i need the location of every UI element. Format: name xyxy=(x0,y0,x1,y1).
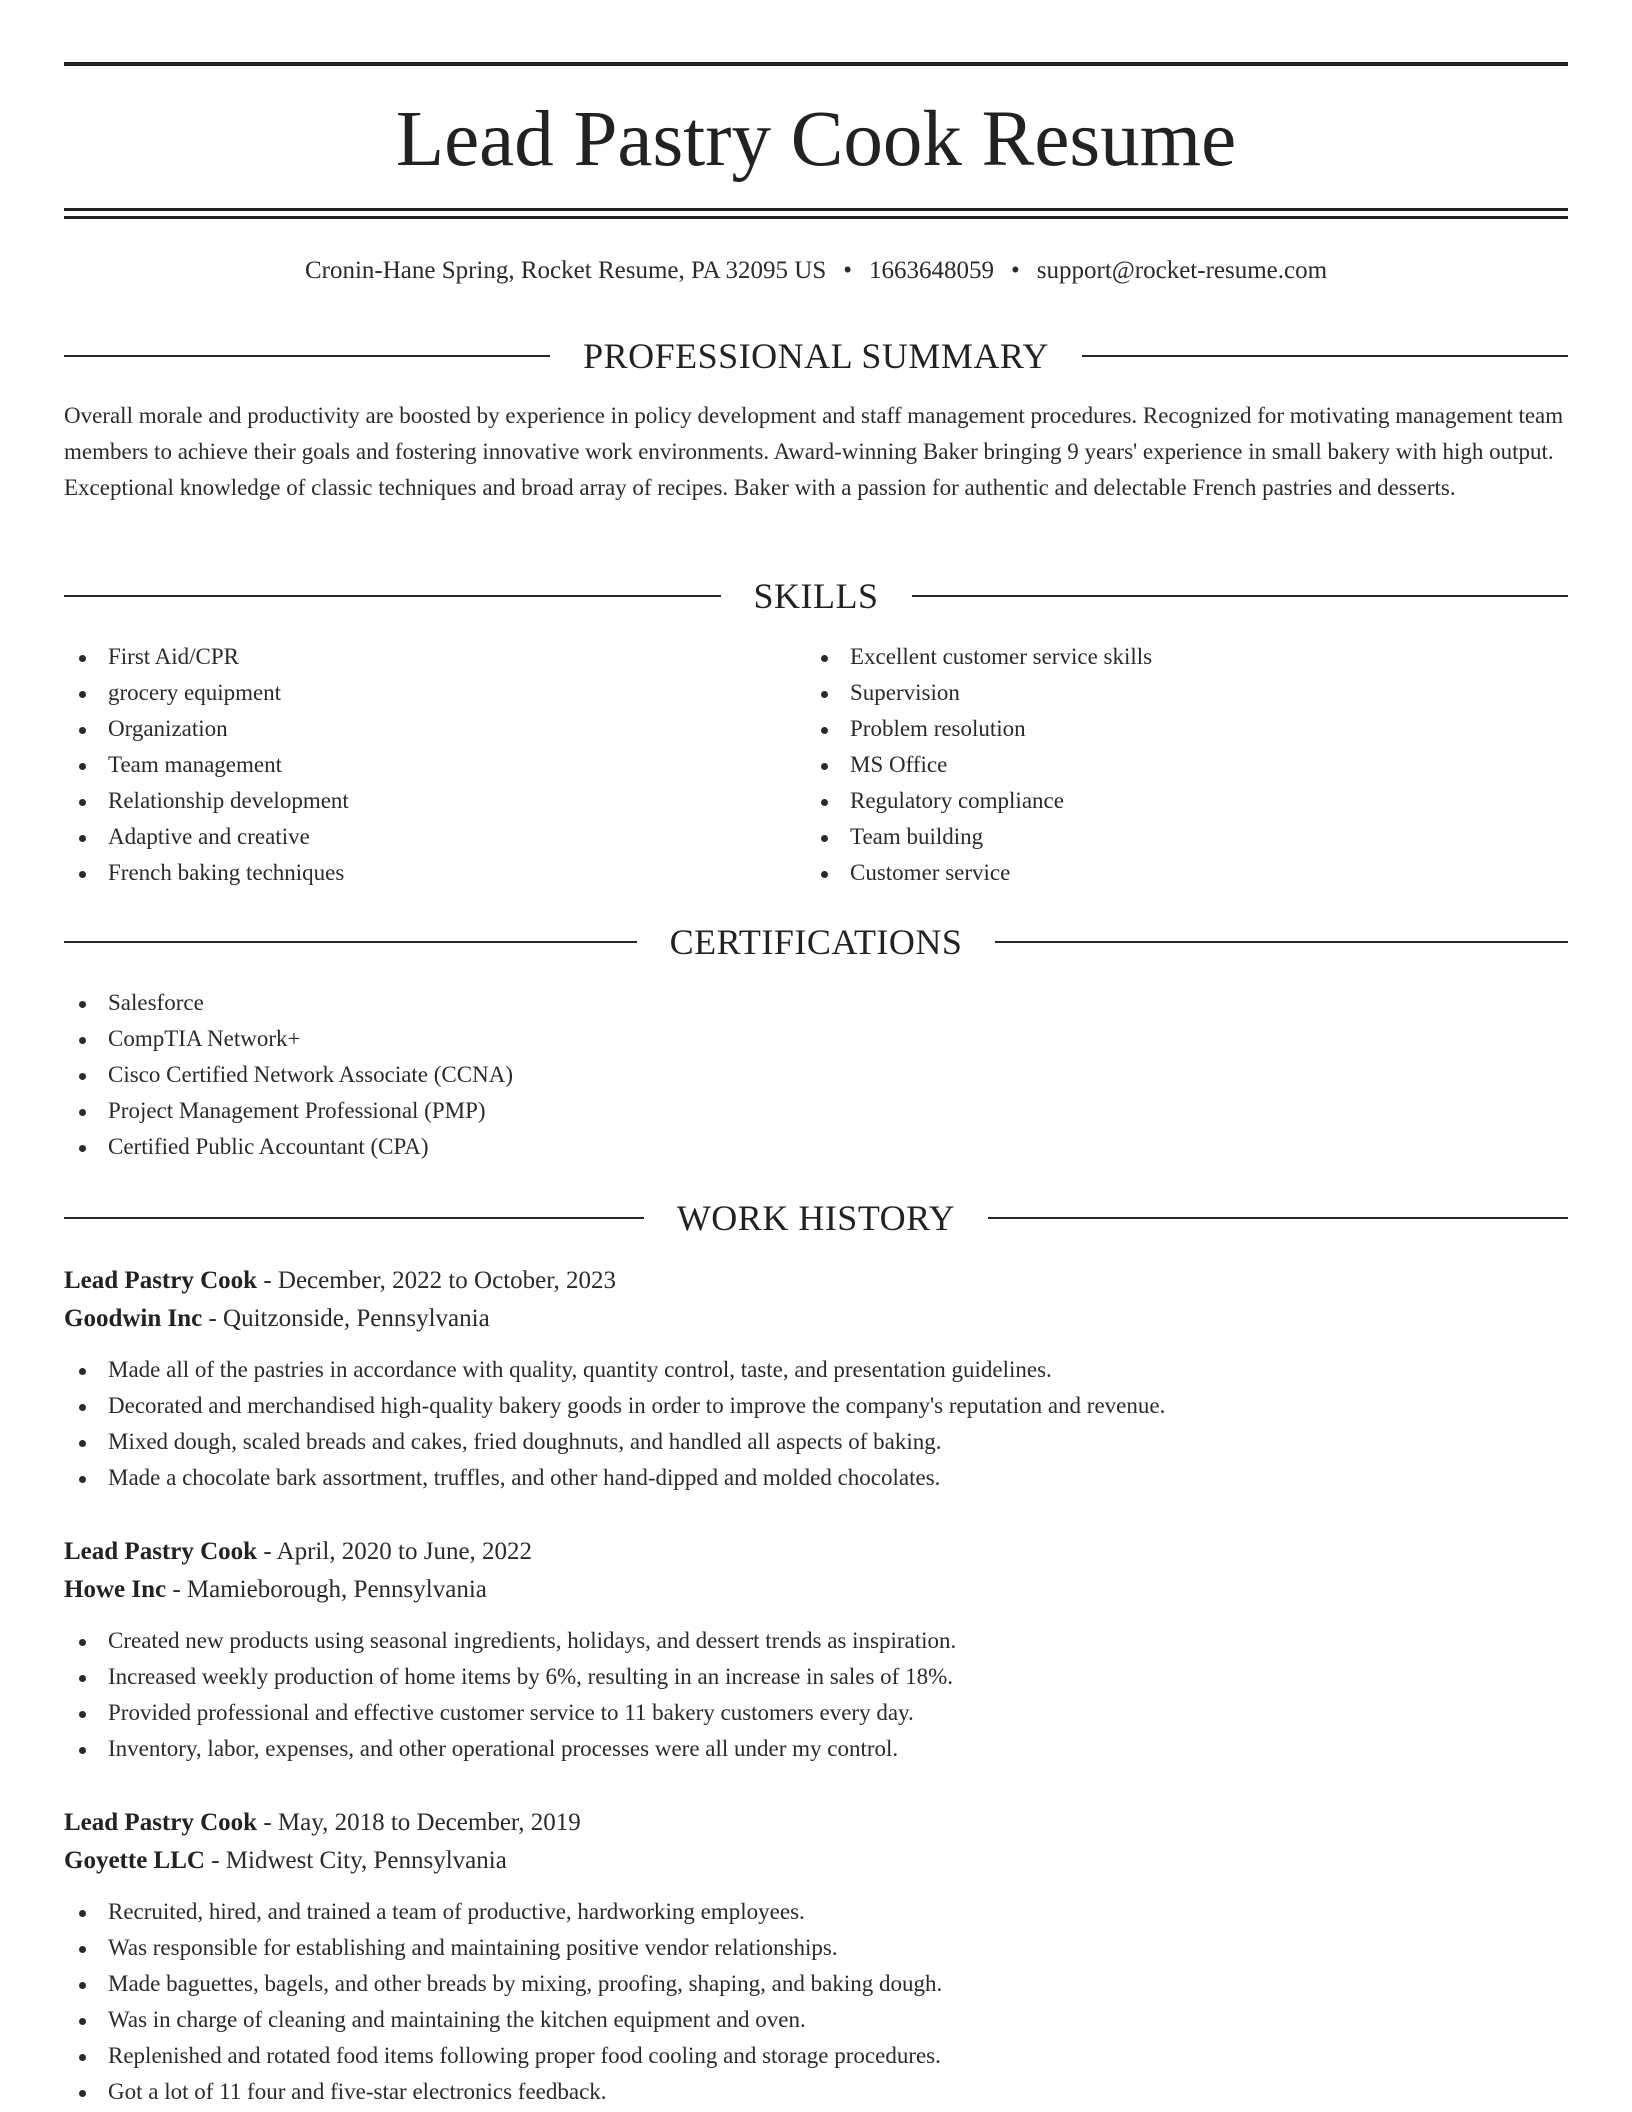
skills-list-left xyxy=(64,639,804,891)
job-duty: Decorated and merchandised high-quality bakery goods in order to improve the company's reputation and revenue. xyxy=(64,1388,1568,1424)
job-duties-list xyxy=(64,1352,1568,1496)
job-duty: Made baguettes, bagels, and other breads by mixing, proofing, shaping, and baking dough. xyxy=(64,1966,1568,2002)
job-duty: Was responsible for establishing and maintaining positive vendor relationships. xyxy=(64,1930,1568,1966)
section-title-certifications: CERTIFICATIONS xyxy=(669,922,963,962)
certification-item: CompTIA Network+ xyxy=(64,1021,1568,1057)
job-duty: Got a lot of 11 four and five-star electronics feedback. xyxy=(64,2074,1568,2110)
contact-separator: • xyxy=(1011,257,1020,284)
contact-line xyxy=(64,252,1568,290)
contact-address: Cronin-Hane Spring, Rocket Resume, PA 32095 US xyxy=(304,257,827,284)
job-duty: Provided professional and effective customer service to 11 bakery customers every day. xyxy=(64,1695,1568,1731)
skill-item: MS Office xyxy=(806,747,1546,783)
job-duty: Was in charge of cleaning and maintaining the kitchen equipment and oven. xyxy=(64,2002,1568,2038)
job-company: Goyette LLC xyxy=(64,1847,205,1874)
job-location: - Midwest City, Pennsylvania xyxy=(204,1847,507,1874)
title-rule-upper xyxy=(64,208,1568,211)
top-rule xyxy=(64,62,1568,66)
certification-item: Salesforce xyxy=(64,985,1568,1021)
job-role: Lead Pastry Cook xyxy=(64,1538,258,1565)
section-title-work-history: WORK HISTORY xyxy=(676,1198,956,1238)
skill-item: French baking techniques xyxy=(64,855,804,891)
job-dates: - December, 2022 to October, 2023 xyxy=(257,1267,617,1294)
job-duty: Created new products using seasonal ingredients, holidays, and dessert trends as inspiration. xyxy=(64,1623,1568,1659)
job-entry xyxy=(64,1262,1568,1496)
skill-item: Customer service xyxy=(806,855,1546,891)
section-header-summary xyxy=(64,334,1568,378)
section-rule xyxy=(64,1217,644,1219)
page-title: Lead Pastry Cook Resume xyxy=(395,96,1237,183)
job-duties-list xyxy=(64,1623,1568,1767)
section-title-summary: PROFESSIONAL SUMMARY xyxy=(583,336,1049,376)
job-duty: Recruited, hired, and trained a team of productive, hardworking employees. xyxy=(64,1894,1568,1930)
section-rule xyxy=(995,941,1568,943)
job-role: Lead Pastry Cook xyxy=(64,1809,258,1836)
job-duty: Made all of the pastries in accordance with quality, quantity control, taste, and presentation guidelines. xyxy=(64,1352,1568,1388)
section-header-skills xyxy=(64,574,1568,618)
skills-list-right xyxy=(806,639,1546,891)
job-title-line xyxy=(64,1533,1568,1571)
job-title-line xyxy=(64,1804,1568,1842)
section-rule xyxy=(1082,355,1568,357)
skills-column-right xyxy=(806,639,1546,891)
summary-text: Overall morale and productivity are boosted by experience in policy development and staff management procedures. Recognized for motivating management team members to achieve their goals and fostering innovative work environments. Award-winning Baker bringing 9 years' experience in small bakery with high output. Exceptional knowledge of classic techniques and broad array of recipes. Baker with a passion for authentic and delectable French pastries and desserts. xyxy=(64,403,1564,500)
certification-item: Project Management Professional (PMP) xyxy=(64,1093,1568,1129)
job-company-line xyxy=(64,1571,1568,1609)
job-duty: Mixed dough, scaled breads and cakes, fried doughnuts, and handled all aspects of baking. xyxy=(64,1424,1568,1460)
job-duty: Made a chocolate bark assortment, truffles, and other hand-dipped and molded chocolates. xyxy=(64,1460,1568,1496)
section-title-skills: SKILLS xyxy=(753,576,879,616)
job-company-line xyxy=(64,1842,1568,1880)
job-company-line xyxy=(64,1300,1568,1338)
skill-item: Problem resolution xyxy=(806,711,1546,747)
job-location: - Mamieborough, Pennsylvania xyxy=(166,1576,487,1603)
section-header-work-history xyxy=(64,1196,1568,1240)
skill-item: Supervision xyxy=(806,675,1546,711)
skill-item: Adaptive and creative xyxy=(64,819,804,855)
job-entry xyxy=(64,1533,1568,1767)
contact-email: support@rocket-resume.com xyxy=(1036,257,1328,284)
job-title-line xyxy=(64,1262,1568,1300)
skills-column-left xyxy=(64,639,804,891)
skill-item: Excellent customer service skills xyxy=(806,639,1546,675)
contact-phone: 1663648059 xyxy=(869,257,994,284)
certifications-list xyxy=(64,985,1568,1165)
section-rule xyxy=(64,595,721,597)
section-rule xyxy=(64,941,637,943)
section-rule xyxy=(912,595,1569,597)
job-location: - Quitzonside, Pennsylvania xyxy=(202,1305,490,1332)
skill-item: grocery equipment xyxy=(64,675,804,711)
title-rule-lower xyxy=(64,216,1568,219)
section-rule xyxy=(64,355,550,357)
job-company: Howe Inc xyxy=(64,1576,167,1603)
job-duties-list xyxy=(64,1894,1568,2110)
job-duty: Replenished and rotated food items following proper food cooling and storage procedures. xyxy=(64,2038,1568,2074)
job-dates: - April, 2020 to June, 2022 xyxy=(257,1538,533,1565)
skill-item: Regulatory compliance xyxy=(806,783,1546,819)
job-entry xyxy=(64,1804,1568,2110)
skill-item: Team building xyxy=(806,819,1546,855)
skill-item: Organization xyxy=(64,711,804,747)
skill-item: Team management xyxy=(64,747,804,783)
skill-item: Relationship development xyxy=(64,783,804,819)
job-duty: Increased weekly production of home items by 6%, resulting in an increase in sales of 18%. xyxy=(64,1659,1568,1695)
contact-separator: • xyxy=(843,257,852,284)
section-rule xyxy=(988,1217,1568,1219)
section-header-certifications xyxy=(64,920,1568,964)
certifications-block xyxy=(64,985,1568,1165)
job-dates: - May, 2018 to December, 2019 xyxy=(257,1809,581,1836)
job-company: Goodwin Inc xyxy=(64,1305,203,1332)
job-duty: Inventory, labor, expenses, and other operational processes were all under my control. xyxy=(64,1731,1568,1767)
job-role: Lead Pastry Cook xyxy=(64,1267,258,1294)
certification-item: Cisco Certified Network Associate (CCNA) xyxy=(64,1057,1568,1093)
skill-item: First Aid/CPR xyxy=(64,639,804,675)
certification-item: Certified Public Accountant (CPA) xyxy=(64,1129,1568,1165)
